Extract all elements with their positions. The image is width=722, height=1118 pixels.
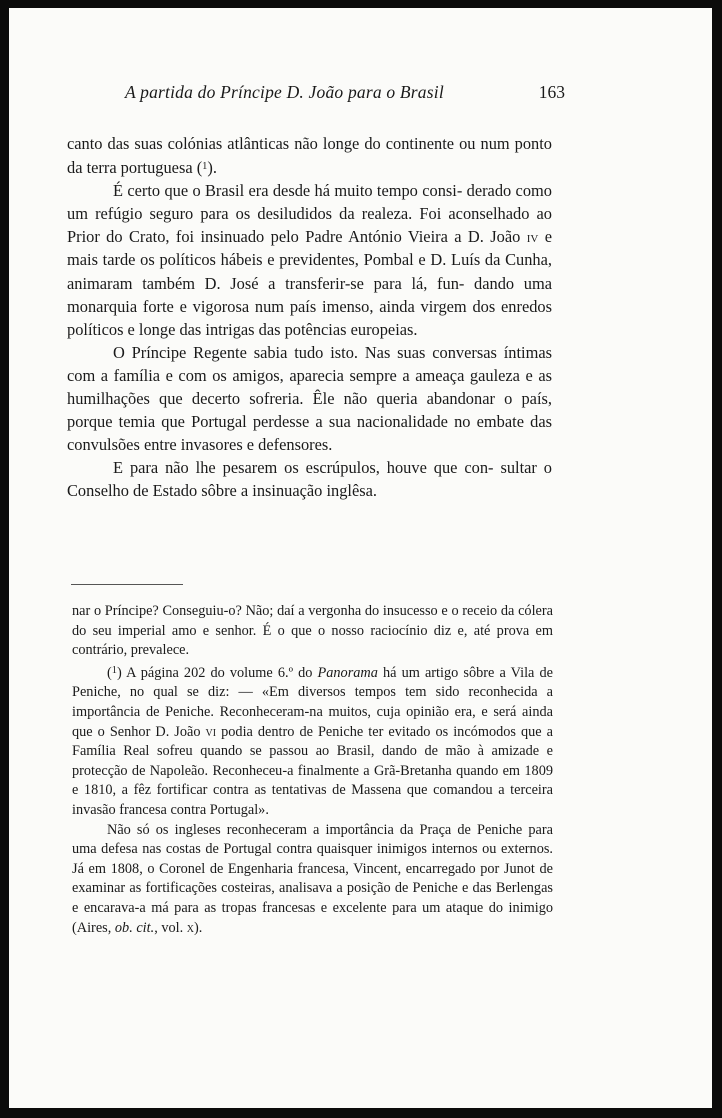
roman-numeral: vi: [205, 723, 217, 740]
text-fragment: ).: [207, 158, 217, 178]
paragraph: [67, 341, 552, 456]
text-line: não queria abandonar o país, porque temia que Portugal: [67, 389, 552, 432]
text-line: canto das suas colónias atlânticas não longe do continente: [67, 134, 455, 153]
text-line: dando uma monarquia forte e vigorosa num país imenso,: [67, 273, 552, 316]
italic-title: Panorama: [317, 664, 378, 681]
italic-citation: ob. cit.: [114, 919, 155, 936]
footnote-marker: 1: [111, 664, 118, 676]
footnote-divider: [71, 584, 183, 585]
text-line: políticos hábeis e previdentes, Pombal e D. Luís da Cunha,: [159, 250, 552, 270]
text-fragment: e mais tarde os: [67, 227, 553, 270]
paragraph: [67, 132, 552, 179]
page-number: 163: [538, 82, 565, 102]
text-fragment: Não só os ingleses reconheceram a importância da Praça de Peniche para uma defesa nas costas de Portugal contra quaisquer inimigos internos ou externos. Já em 1808, o Coronel de Engenharia francesa, Vincent, encarregado por Junot de examinar as fortificações costeiras, analisava a posição de Peniche e das Berlengas e encarava-a má para as tropas francesas e excelente para um ataque do inimigo (Aires,: [72, 821, 553, 936]
text-line: ou num ponto da terra portuguesa (: [67, 134, 552, 178]
text-fragment: ) A página 202 do volume 6.º do: [117, 664, 318, 681]
running-title: A partida do Príncipe D. João para o Brasil: [125, 82, 444, 102]
text-line: perdesse a sua nacionalidade no embate das convulsões: [67, 412, 552, 455]
text-line: O Príncipe Regente sabia tudo isto. Nas suas conversas: [113, 342, 497, 362]
text-line: animaram também D. José a transferir-se para lá, fun-: [67, 273, 465, 293]
paragraph: [67, 456, 552, 502]
text-line: íntimas com a família e com os amigos, aparecia sempre a: [67, 342, 552, 385]
text-line: entre invasores e defensores.: [143, 435, 333, 455]
text-line: sultar o Conselho de Estado sôbre a insinuação inglêsa.: [67, 458, 552, 501]
footnote-1: ($^1$) A página 202 do volume 6.º do Panorama há um artigo sôbre a Vila de Peniche, no qual se diz: — «Em diversos tempos tem sido reconhecida a importância de Peniche. Reconheceram-na muitos, cuja opinião era, e será ainda que o Senhor D. João vi podia dentro de Peniche ter evitado os incómodos que a Família Real sofreu quando se passou ao Brasil, dando de mão à amizade e protecção de Napoleão. Reconheceu-a finalmente a Grã-Bretanha quando em 1809 e 1810, a fêz fortificar contra as tentativas de Massena que comandou a terceira invasão francesa contra Portugal».: [72, 664, 554, 818]
text-line: realeza. Foi aconselhado ao Prior do Crato, foi insinuado: [67, 204, 553, 247]
text-line: pelo Padre António Vieira a D. João: [270, 227, 527, 247]
footnote-continuation: [72, 602, 553, 661]
text-fragment: ).: [194, 919, 203, 936]
text-line: o receio da cólera do seu imperial amo e senhor. É o que o nosso: [72, 603, 553, 639]
text-line: É certo que o Brasil era desde há muito tempo consi-: [113, 181, 463, 201]
paragraph: [67, 179, 552, 341]
text-line: derado como um refúgio seguro para os desiludidos da: [67, 181, 552, 224]
roman-numeral: iv: [526, 227, 539, 247]
text-line: raciocínio diz e, até prova em contrário, prevalece.: [72, 622, 553, 659]
text-line: nar o Príncipe? Conseguiu-o? Não; daí a vergonha do insucesso e: [72, 603, 448, 619]
text-fragment: há um artigo sôbre a Vila de Peniche, no qual se diz: — «Em diversos tempos tem sido reconhecida a importância de Peniche. Reconheceram-na muitos, cuja opinião era, e será ainda que o Senhor D. João: [72, 664, 554, 740]
text-line: ameaça gauleza e as humilhações que decerto sofreria. Êle: [67, 365, 552, 409]
book-page: [9, 8, 712, 1108]
text-fragment: , vol.: [154, 919, 187, 936]
text-fragment: podia dentro de Peniche ter evitado os incómodos que a Família Real sofreu quando se passou ao Brasil, dando de mão à amizade e protecção de Napoleão. Reconheceu-a finalmente a Grã-Bretanha quando em 1809 e 1810, a fêz fortificar contra as tentativas de Massena que comandou a terceira invasão francesa contra Portugal».: [72, 723, 553, 818]
text-line: ainda virgem dos enredos políticos e longe das intrigas das: [67, 296, 552, 339]
text-line: potências europeias.: [284, 319, 418, 339]
footnote-1-continued: [72, 821, 553, 939]
roman-numeral: x: [186, 919, 195, 936]
footnote-ref: 1: [202, 161, 208, 173]
main-text: [67, 132, 552, 503]
text-line: E para não lhe pesarem os escrúpulos, houve que con-: [113, 458, 494, 478]
running-head: [125, 82, 565, 103]
footnotes: [72, 602, 553, 938]
